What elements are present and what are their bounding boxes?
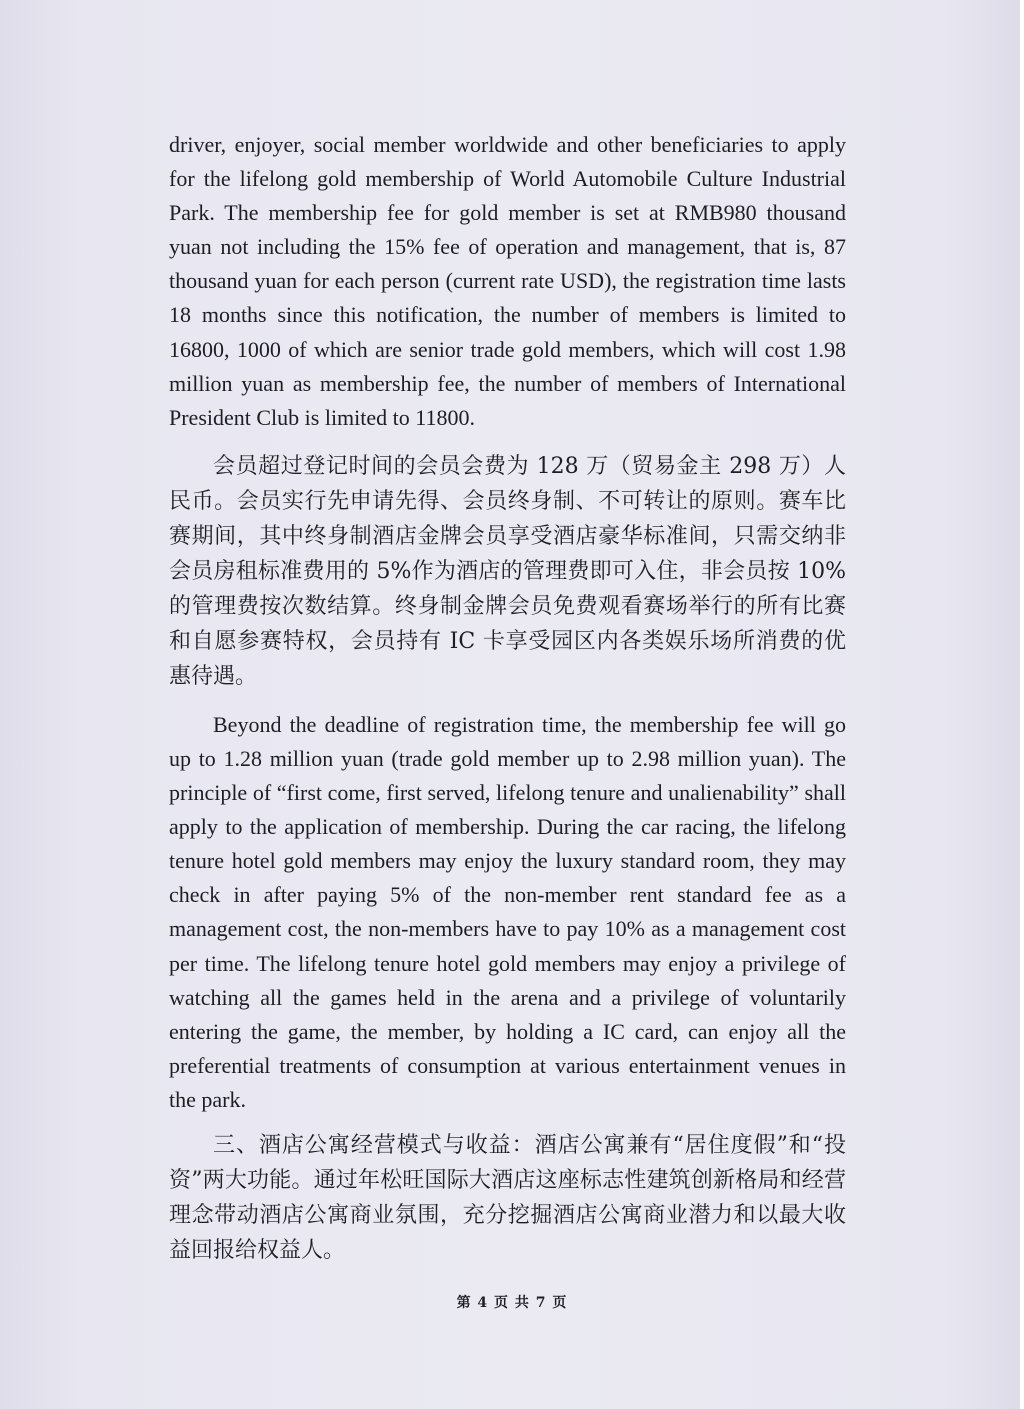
paragraph-membership-en: driver, enjoyer, social member worldwide and other beneficiaries to apply for the lifelong gold membership of World Automobile Culture Industrial Park. The membership fee for gold member is set at RMB980 thousand yuan not including the 15% fee of operation and management, that is, 87 thousand yuan for each person (current rate USD), the registration time lasts 18 months since this notification, the number of members is limited to 16800, 1000 of which are senior trade gold members, which will cost 1.98 million yuan as membership fee, the number of members of International President Club is limited to 11800.	[169, 132, 846, 430]
scan-edge	[1020, 0, 1024, 1409]
paragraph-hotel-model-zh: 三、酒店公寓经营模式与收益：酒店公寓兼有“居住度假”和“投资”两大功能。通过年松旺国际大酒店这座标志性建筑创新格局和经营理念带动酒店公寓商业氛围，充分挖掘酒店公寓商业潜力和以最大收益回报给权益人。	[169, 1132, 846, 1263]
document-body	[169, 128, 846, 1268]
paragraph-late-fee-zh: 会员超过登记时间的会员会费为 128 万（贸易金主 298 万）人民币。会员实行先申请先得、会员终身制、不可转让的原则。赛车比赛期间，其中终身制酒店金牌会员享受酒店豪华标准间，只需交纳非会员房租标准费用的 5%作为酒店的管理费即可入住，非会员按 10%的管理费按次数结算。终身制金牌会员免费观看赛场举行的所有比赛和自愿参赛特权，会员持有 IC 卡享受园区内各类娱乐场所消费的优惠待遇。	[169, 453, 846, 689]
page-number: 第 4 页 共 7 页	[456, 1295, 568, 1311]
paragraph-late-fee-en: Beyond the deadline of registration time, the membership fee will go up to 1.28 million yuan (trade gold member up to 2.98 million yuan). The principle of “first come, first served, lifelong tenure and unalienability” shall apply to the application of membership. During the car racing, the lifelong tenure hotel gold members may enjoy the luxury standard room, they may check in after paying 5% of the non-member rent standard fee as a management cost, the non-members have to pay 10% as a management cost per time. The lifelong tenure hotel gold members may enjoy a privilege of watching all the games held in the arena and a privilege of voluntarily entering the game, the member, by holding a IC card, can enjoy all the preferential treatments of consumption at various entertainment venues in the park.	[169, 711, 846, 1112]
